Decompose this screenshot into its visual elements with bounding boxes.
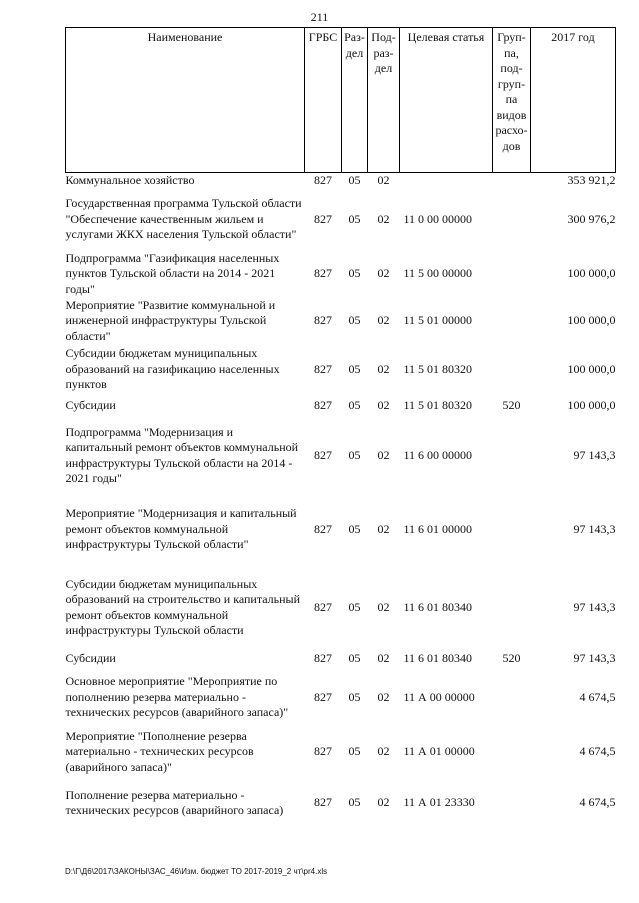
row-name: Основное мероприятие "Мероприятие по пополнению резерва материально - технических ресурсов (аварийного запаса)" [65, 674, 289, 720]
row-podrazdel: 02 [377, 266, 390, 281]
file-path-footer: D:\Г\Д6\2017\ЗАКОНЫ\ЗАС_46\Изм. бюджет ТО 2017-2019_2 чт\pr4.xls [65, 867, 328, 876]
row-razdel: 05 [348, 599, 361, 614]
row-razdel: 05 [348, 266, 361, 281]
row-razdel: 05 [348, 313, 361, 328]
row-target: 11 6 00 00000 [403, 447, 473, 462]
row-group [493, 667, 531, 729]
row-target [400, 173, 493, 189]
row-grbs: 827 [314, 266, 332, 281]
table-row [66, 667, 616, 729]
row-group [493, 495, 531, 565]
row-podrazdel: 02 [377, 599, 390, 614]
table-row [66, 651, 616, 667]
row-amount: 97 143,3 [573, 599, 616, 614]
row-amount: 4 674,5 [579, 795, 616, 810]
row-target: 11 6 01 00000 [403, 521, 473, 536]
row-podrazdel: 02 [377, 744, 390, 759]
row-razdel: 05 [348, 521, 361, 536]
row-target: 11 5 01 80320 [403, 397, 473, 412]
row-grbs: 827 [314, 689, 332, 704]
row-razdel: 05 [348, 650, 361, 665]
header-year: 2017 год [531, 28, 616, 173]
budget-table [65, 27, 616, 831]
table-row [66, 395, 616, 417]
row-razdel: 05 [348, 211, 361, 226]
row-podrazdel: 02 [377, 397, 390, 412]
row-name: Государственная программа Тульской области "Обеспечение качественным жильем и услугами ЖКХ населения Тульской области" [65, 196, 302, 242]
row-razdel: 05 [348, 397, 361, 412]
row-group [493, 417, 531, 495]
row-target: 11 А 01 23330 [403, 795, 475, 810]
row-razdel: 05 [348, 173, 361, 187]
row-grbs: 827 [314, 599, 332, 614]
row-target: 11 5 01 80320 [403, 361, 473, 376]
header-podrazdel: Под- раз- дел [368, 28, 400, 173]
row-target: 11 5 00 00000 [403, 266, 473, 281]
table-row [66, 495, 616, 565]
table-row [66, 776, 616, 831]
row-amount: 100 000,0 [567, 313, 616, 328]
row-target: 11 6 01 80340 [403, 599, 473, 614]
row-amount: 4 674,5 [579, 689, 616, 704]
row-podrazdel: 02 [377, 173, 390, 187]
row-target: 11 А 01 00000 [403, 744, 475, 759]
row-name: Субсидии бюджетам муниципальных образований на газификацию населенных пунктов [65, 346, 280, 392]
row-target: 11 0 00 00000 [403, 211, 473, 226]
row-name: Коммунальное хозяйство [65, 173, 195, 187]
row-razdel: 05 [348, 361, 361, 376]
row-grbs: 827 [314, 795, 332, 810]
row-razdel: 05 [348, 447, 361, 462]
header-group: Груп- па, под- груп- па видов расхо- дов [493, 28, 531, 173]
row-amount: 4 674,5 [579, 744, 616, 759]
row-name: Субсидии [65, 397, 116, 412]
row-grbs: 827 [314, 211, 332, 226]
row-podrazdel: 02 [377, 211, 390, 226]
table-row [66, 251, 616, 298]
row-amount: 100 000,0 [567, 266, 616, 281]
row-name: Мероприятие "Пополнение резерва материально - технических ресурсов (аварийного запаса)" [65, 728, 254, 774]
header-name: Наименование [66, 28, 305, 173]
row-grbs: 827 [314, 397, 332, 412]
row-razdel: 05 [348, 744, 361, 759]
row-grbs: 827 [314, 173, 332, 187]
row-group [493, 298, 531, 345]
row-group [493, 776, 531, 831]
row-target: 11 А 00 00000 [403, 689, 475, 704]
row-amount: 100 000,0 [567, 397, 616, 412]
table-header-row [66, 28, 616, 173]
row-grbs: 827 [314, 313, 332, 328]
row-amount: 97 143,3 [573, 447, 616, 462]
row-podrazdel: 02 [377, 361, 390, 376]
row-name: Мероприятие "Модернизация и капитальный ремонт объектов коммунальной инфраструктуры Тульской области" [65, 506, 297, 552]
row-group [493, 251, 531, 298]
row-name: Подпрограмма "Газификация населенных пунктов Тульской области на 2014 - 2021 годы" [65, 250, 280, 296]
table-row [66, 729, 616, 776]
row-razdel: 05 [348, 689, 361, 704]
row-name: Субсидии [65, 650, 116, 665]
table-row [66, 345, 616, 395]
row-amount: 353 921,2 [567, 173, 616, 187]
row-amount: 300 976,2 [567, 211, 616, 226]
row-target: 11 6 01 80340 [403, 650, 473, 665]
table-row [66, 417, 616, 495]
row-name: Субсидии бюджетам муниципальных образований на строительство и капитальный ремонт объектов коммунальной инфраструктуры Тульской области [65, 576, 301, 637]
header-target: Целевая статья [400, 28, 493, 173]
table-row [66, 173, 616, 189]
row-podrazdel: 02 [377, 795, 390, 810]
table-row [66, 298, 616, 345]
row-group: 520 [502, 650, 521, 665]
row-group [493, 345, 531, 395]
row-name: Подпрограмма "Модернизация и капитальный ремонт объектов коммунальной инфраструктуры Тульской области на 2014 - 2021 годы" [65, 424, 299, 485]
row-group [493, 565, 531, 651]
row-group [493, 729, 531, 776]
row-name: Мероприятие "Развитие коммунальной и инженерной инфраструктуры Тульской области" [65, 297, 276, 343]
row-target: 11 5 01 00000 [403, 313, 473, 328]
row-amount: 97 143,3 [573, 650, 616, 665]
header-razdel: Раз- дел [342, 28, 368, 173]
row-grbs: 827 [314, 521, 332, 536]
row-podrazdel: 02 [377, 689, 390, 704]
row-grbs: 827 [314, 361, 332, 376]
row-podrazdel: 02 [377, 313, 390, 328]
row-podrazdel: 02 [377, 447, 390, 462]
row-grbs: 827 [314, 447, 332, 462]
row-grbs: 827 [314, 744, 332, 759]
header-grbs: ГРБС [305, 28, 342, 173]
row-podrazdel: 02 [377, 521, 390, 536]
row-razdel: 05 [348, 795, 361, 810]
row-group [493, 189, 531, 251]
row-group: 520 [502, 397, 521, 412]
row-amount: 97 143,3 [573, 521, 616, 536]
row-amount: 100 000,0 [567, 361, 616, 376]
row-grbs: 827 [314, 650, 332, 665]
row-name: Пополнение резерва материально - технических ресурсов (аварийного запаса) [65, 787, 284, 817]
table-row [66, 565, 616, 651]
row-group [493, 173, 531, 189]
table-row [66, 189, 616, 251]
page-number: 211 [310, 10, 329, 24]
row-podrazdel: 02 [377, 650, 390, 665]
